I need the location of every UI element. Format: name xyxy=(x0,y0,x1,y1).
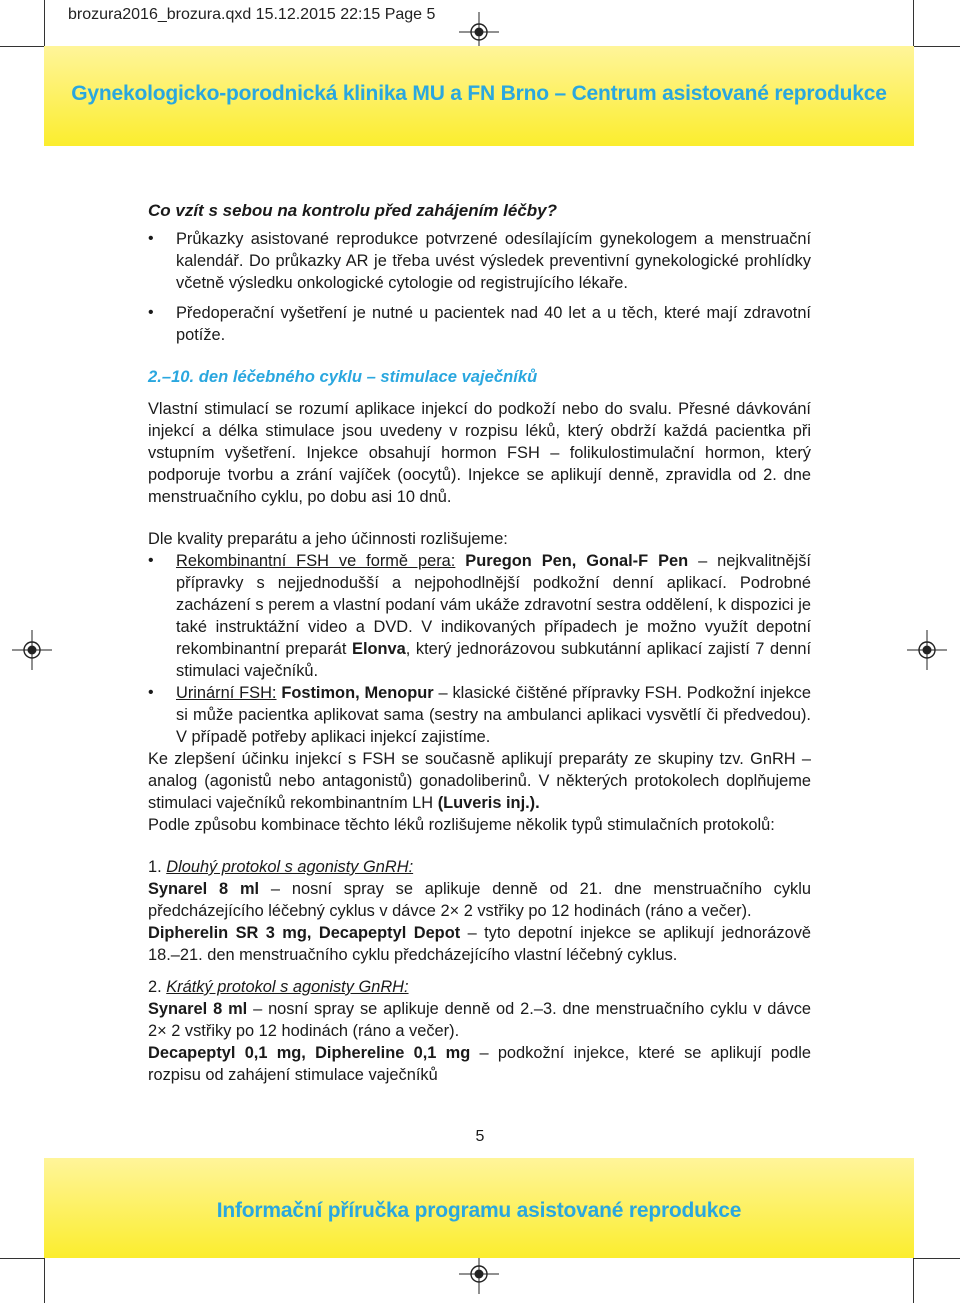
drug-name: (Luveris inj.). xyxy=(437,794,540,812)
item-text: – nejkvalitnější přípravky s nejjednodušší a nejpohodlnější podkožní denní aplikací. Podrobné zacházení s perem a vlastní podaní vám ukáže zdravotní sestra oddělení, k dispozici je také instruktážní video a DVD. V indikovaných případech je možno využít depotní rekombinantní preparát xyxy=(176,552,811,658)
fsh-list xyxy=(148,550,811,748)
page-number: 5 xyxy=(475,1128,485,1145)
protocol-title xyxy=(148,976,811,998)
footer-title: Informační příručka programu asistované reprodukce xyxy=(216,1199,742,1222)
drug-name: Decapeptyl 0,1 mg, Diphereline 0,1 mg xyxy=(148,1044,471,1062)
list-item: • Průkazky asistované reprodukce potvrzené odesílajícím gynekologem a menstruační kalendář. Do průkazky AR je třeba uvést výsledek preventivní gynekologické prohlídky včetně výsledku onkologické cytologie od registrujícího lékaře. xyxy=(148,228,811,294)
crop-mark xyxy=(0,1258,44,1259)
paragraph-text: – nosní spray se aplikuje denně od 21. dne menstruačního cyklu předcházejícího léčebný cyklus v dávce 2× 2 vstřiky po 12 hodinách (ráno a večer). xyxy=(148,880,812,920)
crop-mark xyxy=(44,1258,45,1303)
section-heading: 2.–10. den léčebného cyklu – stimulace vaječníků xyxy=(148,367,538,386)
registration-mark-icon xyxy=(459,1254,499,1294)
protocol-name: Krátký protokol s agonisty GnRH: xyxy=(166,978,409,996)
drug-name: Dipherelin SR 3 mg, Decapeptyl Depot xyxy=(148,924,461,942)
paragraph xyxy=(148,748,811,814)
protocol-title xyxy=(148,856,811,878)
crop-mark xyxy=(914,1258,960,1259)
crop-mark xyxy=(914,46,960,47)
footer-band xyxy=(44,1158,914,1258)
paragraph-text: – podkožní injekce, které se aplikují podle rozpisu od zahájení stimulace vaječníků xyxy=(148,1044,811,1084)
header-band xyxy=(44,46,914,146)
item-text: – klasické čištěné přípravky FSH. Podkožní injekce si může pacientka aplikovat sama (sestry na ambulanci aplikaci vysvětlí či předvedou). V případě potřeby aplikaci injekcí zajistíme. xyxy=(176,684,811,746)
paragraph-text: Ke zlepšení účinku injekcí s FSH se současně aplikují preparáty ze skupiny tzv. GnRH – analog (agonistů nebo antagonistů) gonadoliberinů. V některých protokolech doplňujeme stimulaci vaječníků rekombinantním LH xyxy=(148,750,811,812)
item-label: Urinární FSH: xyxy=(176,684,277,702)
header-title: Gynekologicko-porodnická klinika MU a FN Brno – Centrum asistované reprodukce xyxy=(71,82,887,105)
item-label: Rekombinantní FSH ve formě pera: xyxy=(176,552,456,570)
paragraph-text: – nosní spray se aplikuje denně od 2.–3. dne menstruačního cyklu v dávce 2× 2 vstřiky po 12 hodinách (ráno a večer). xyxy=(148,1000,812,1040)
paragraph xyxy=(148,878,811,922)
drug-name: Synarel 8 ml xyxy=(148,1000,248,1018)
protocol-number: 2. xyxy=(148,978,162,996)
paragraph xyxy=(148,922,811,966)
paragraph: Podle způsobu kombinace těchto léků rozlišujeme několik typů stimulačních protokolů: xyxy=(148,816,775,834)
item-text: , který jednorázovou subkutánní aplikací zajistí 7 denní stimulaci vaječníků. xyxy=(176,640,811,680)
registration-mark-icon xyxy=(12,630,52,670)
paragraph xyxy=(148,1042,811,1086)
file-slug: brozura2016_brozura.qxd 15.12.2015 22:15 Page 5 xyxy=(68,6,436,23)
crop-mark xyxy=(913,1258,914,1303)
list-item xyxy=(148,550,811,682)
paragraph: Vlastní stimulací se rozumí aplikace injekcí do podkoží nebo do svalu. Přesné dávkování injekcí a délka stimulace jsou uvedeny v rozpisu léků, který obdrží každá pacientka při vstupním vyšetření. Injekce obsahují hormon FSH – folikulostimulační hormon, který podporuje tvorbu a zrání vajíček (oocytů). Injekce se aplikují denně, zpravidla od 2. dne menstruačního cyklu, po dobu asi 10 dnů. xyxy=(148,400,811,506)
drug-name: Elonva xyxy=(352,640,406,658)
section-heading: Co vzít s sebou na kontrolu před zahájením léčby? xyxy=(148,201,558,220)
page-content xyxy=(148,200,811,1086)
checklist xyxy=(148,228,811,346)
paragraph: Dle kvality preparátu a jeho účinnosti rozlišujeme: xyxy=(148,530,508,548)
crop-mark xyxy=(0,46,44,47)
protocol-name: Dlouhý protokol s agonisty GnRH: xyxy=(166,858,414,876)
crop-mark xyxy=(913,0,914,46)
list-item: • Předoperační vyšetření je nutné u pacientek nad 40 let a u těch, které mají zdravotní potíže. xyxy=(148,302,811,346)
paragraph-text: – tyto depotní injekce se aplikují jednorázově 18.–21. den menstruačního cyklu předcházejícího vlastní léčebný cyklus. xyxy=(148,924,812,964)
registration-mark-icon xyxy=(907,630,947,670)
paragraph xyxy=(148,998,811,1042)
drug-name: Fostimon, Menopur xyxy=(281,684,434,702)
drug-name: Synarel 8 ml xyxy=(148,880,260,898)
crop-mark xyxy=(44,0,45,46)
list-item xyxy=(148,682,811,748)
drug-name: Puregon Pen, Gonal-F Pen xyxy=(465,552,689,570)
protocol-number: 1. xyxy=(148,858,162,876)
